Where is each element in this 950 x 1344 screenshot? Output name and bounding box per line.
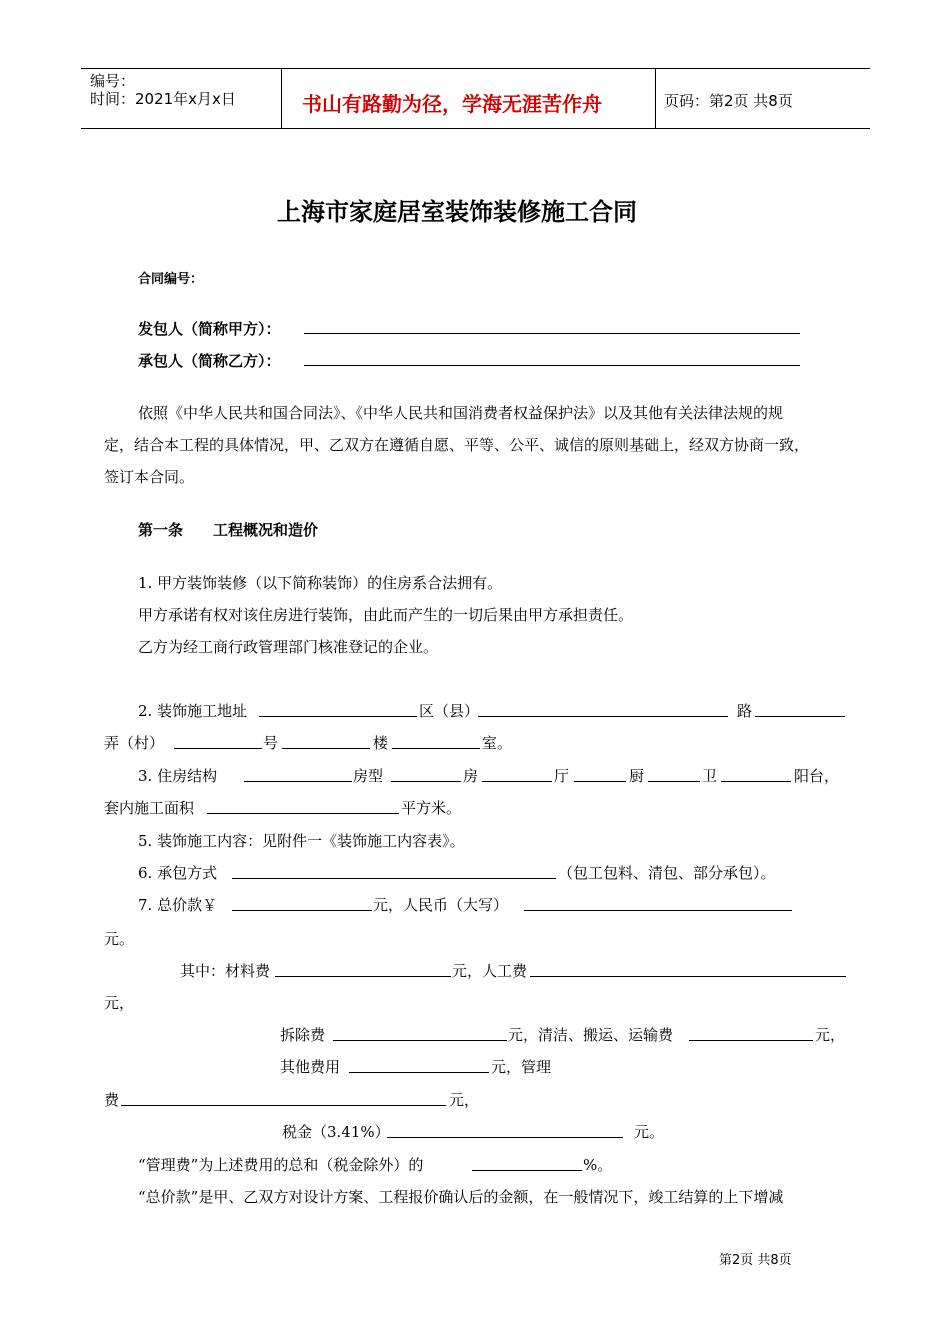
party-a-blank — [304, 333, 800, 334]
item-3-baths: 卫 — [702, 767, 718, 785]
item-7-rmb-label: 元，人民币（大写） — [373, 896, 509, 914]
other-fee-blank — [349, 1072, 489, 1073]
party-b-label: 承包人（简称乙方）： — [138, 352, 281, 370]
item-3-blank-6 — [721, 781, 791, 782]
management-percent-label: “管理费”为上述费用的总和（税金除外）的 — [138, 1156, 424, 1174]
demolition-fee-blank — [333, 1040, 507, 1041]
header-time-label: 时间：2021年x月x日 — [90, 90, 236, 108]
item-2-lane: 弄（村） — [104, 734, 165, 752]
item-3-balconies: 阳台， — [794, 767, 840, 785]
footer-page-number: 第2页 共8页 — [719, 1253, 792, 1268]
item-3-area-unit: 平方米。 — [401, 799, 462, 817]
management-fee-blank — [121, 1105, 446, 1106]
header-divider-left — [281, 68, 282, 128]
item-7-blank-1 — [232, 910, 372, 911]
item-7-yuan: 元。 — [104, 930, 135, 948]
item-5-content: 5. 装饰施工内容：见附件一《装饰施工内容表》。 — [138, 832, 465, 850]
item-2-blank-2 — [478, 716, 728, 717]
item-2-number: 号 — [263, 734, 279, 752]
material-fee-blank — [275, 976, 451, 977]
header-number-label: 编号： — [90, 72, 136, 90]
labor-fee-unit: 元， — [104, 994, 135, 1012]
item-3-halls: 厅 — [554, 767, 570, 785]
item-3-area-label: 套内施工面积 — [104, 799, 195, 817]
header-page-label: 页码：第2页 共8页 — [664, 92, 793, 110]
page-title: 上海市家庭居室装饰装修施工合同 — [277, 198, 637, 226]
article-1-title: 工程概况和造价 — [213, 521, 319, 539]
item-2-room: 室。 — [482, 734, 513, 752]
item-3-type: 房型 — [353, 767, 384, 785]
party-b-blank — [304, 365, 800, 366]
item-2-blank-1 — [259, 716, 417, 717]
item-2-blank-6 — [392, 748, 480, 749]
item-3-blank-3 — [482, 781, 552, 782]
tax-unit: 元。 — [634, 1123, 665, 1141]
item-6-blank — [232, 878, 556, 879]
item-3-blank-2 — [391, 781, 461, 782]
other-fee-label: 其他费用 — [280, 1058, 341, 1076]
contract-number-label: 合同编号： — [138, 272, 204, 287]
material-fee-label: 其中：材料费 — [180, 962, 271, 980]
intro-line-3: 签订本合同。 — [104, 468, 195, 486]
demolition-fee-label: 拆除费 — [280, 1026, 326, 1044]
item-2-address-label: 2. 装饰施工地址 — [138, 702, 248, 720]
labor-fee-label: 元，人工费 — [452, 962, 528, 980]
item-2-road: 路 — [737, 702, 753, 720]
header-bottom-border — [81, 128, 870, 129]
item-7-blank-2 — [524, 910, 792, 911]
tax-label: 税金（3.41%） — [282, 1123, 390, 1141]
header-divider-right — [655, 68, 656, 128]
item-3-structure: 3. 住房结构 — [138, 767, 218, 785]
intro-line-2: 定，结合本工程的具体情况，甲、乙双方在遵循自愿、平等、公平、诚信的原则基础上，经双方协商一致， — [104, 436, 810, 454]
management-percent-blank — [472, 1170, 582, 1171]
item-1-line-1: 1. 甲方装饰装修（以下简称装饰）的住房系合法拥有。 — [138, 574, 503, 592]
labor-fee-blank — [530, 976, 846, 977]
item-3-blank-1 — [244, 781, 352, 782]
item-2-blank-4 — [174, 748, 262, 749]
management-fee-unit: 元， — [449, 1091, 480, 1109]
cleaning-fee-label: 元，清洁、搬运、运输费 — [508, 1026, 674, 1044]
header-top-border — [81, 68, 870, 69]
header-motto: 书山有路勤为径，学海无涯苦作舟 — [302, 92, 602, 116]
item-3-blank-5 — [648, 781, 700, 782]
intro-line-1: 依照《中华人民共和国合同法》、《中华人民共和国消费者权益保护法》以及其他有关法律法规的规 — [138, 404, 784, 422]
item-2-blank-3 — [755, 716, 845, 717]
item-6-options: （包工包料、清包、部分承包）。 — [558, 864, 776, 882]
management-label: 元，管理 — [491, 1058, 552, 1076]
management-percent-unit: %。 — [583, 1156, 613, 1174]
cleaning-fee-unit: 元， — [815, 1026, 846, 1044]
item-3-kitchens: 厨 — [629, 767, 645, 785]
item-7-total-label: 7. 总价款￥ — [138, 896, 218, 914]
total-price-definition: “总价款”是甲、乙双方对设计方案、工程报价确认后的金额，在一般情况下，竣工结算的上下增减 — [138, 1188, 784, 1206]
item-3-blank-7 — [207, 813, 399, 814]
cleaning-fee-blank — [689, 1040, 813, 1041]
item-6-method-label: 6. 承包方式 — [138, 864, 218, 882]
item-2-blank-5 — [282, 748, 370, 749]
tax-blank — [387, 1137, 623, 1138]
article-1-number: 第一条 — [138, 521, 184, 539]
item-3-rooms: 房 — [463, 767, 479, 785]
item-2-building: 楼 — [373, 734, 389, 752]
party-a-label: 发包人（简称甲方）： — [138, 320, 281, 338]
item-3-blank-4 — [574, 781, 626, 782]
item-1-line-2: 甲方承诺有权对该住房进行装饰，由此而产生的一切后果由甲方承担责任。 — [138, 606, 634, 624]
item-2-district: 区（县） — [419, 702, 480, 720]
item-1-line-3: 乙方为经工商行政管理部门核准登记的企业。 — [138, 638, 439, 656]
management-fee-label: 费 — [104, 1091, 120, 1109]
